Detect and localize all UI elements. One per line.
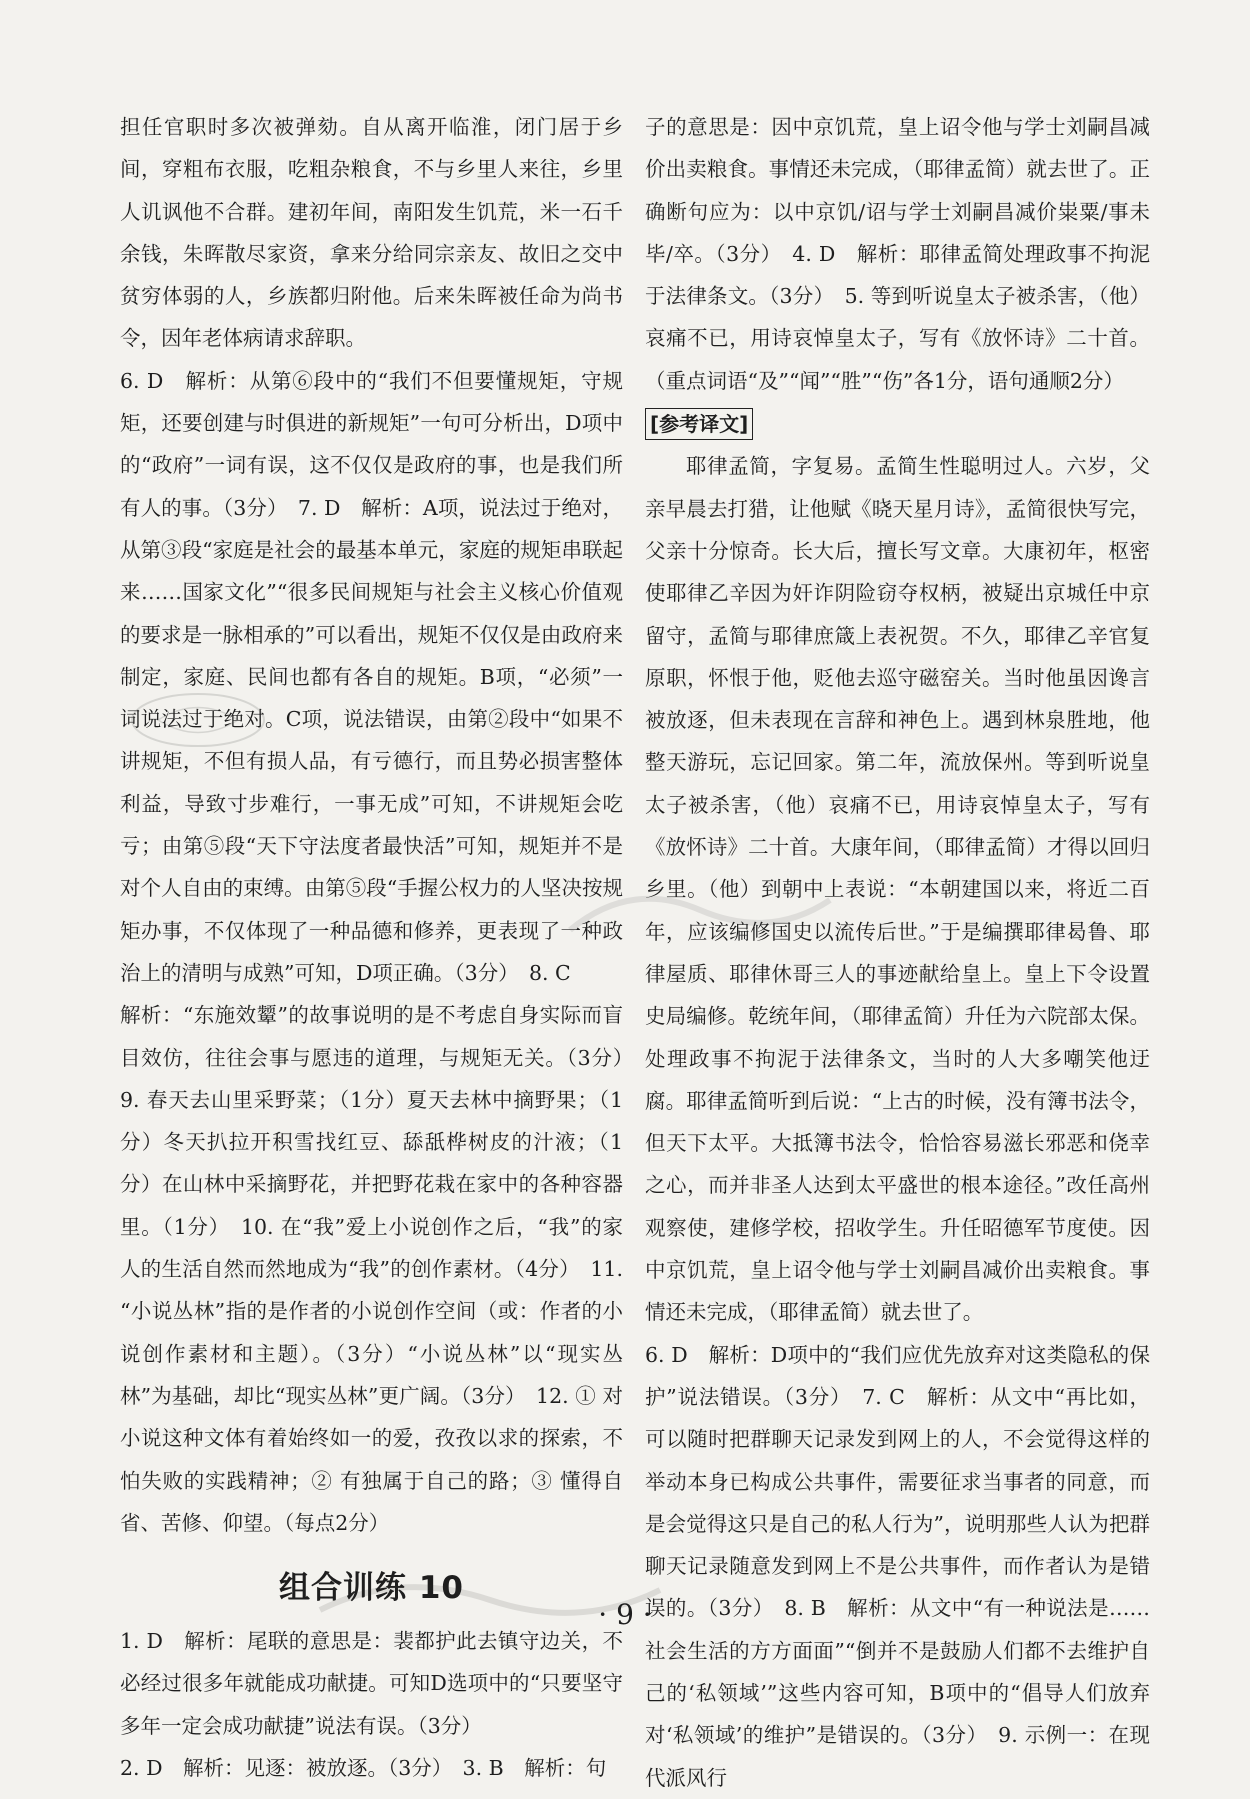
reference-translation-label: [参考译文] [645, 408, 753, 440]
left-answer-1: 1. D 解析：尾联的意思是：裴都护此去镇守边关，不必经过很多年就能成功献捷。可知D选项中的“只要坚守多年一定会成功献捷”说法有误。（3分） [120, 1629, 623, 1738]
watermark-icon [560, 870, 840, 950]
right-answers: 6. D 解析：D项中的“我们应优先放弃对这类隐私的保护”说法错误。（3分） 7. C 解析：从文中“再比如，可以随时把群聊天记录发到网上的人，不会觉得这样的举动本身已构成公共事件，需要征求当事者的同意，而是会觉得这只是自己的私人行为”，说明那些人认为把群聊天记录随意发到网上不是公共事件，而作者认为是错误的。（3分） 8. B 解析：从文中“有一种说法是……社会生活的方方面面”“倒并不是鼓励人们都不去维护自己的‘私领域’”这些内容可知，B项中的“倡导人们放弃对‘私领域’的维护”是错误的。（3分） 9. 示例一：在现代派风行 [645, 1342, 1150, 1790]
left-paragraph-2: 6. D 解析：从第⑥段中的“我们不但要懂规矩，守规矩，还要创建与时俱进的新规矩”一句可分析出，D项中的“政府”一词有误，这不仅仅是政府的事，也是我们所有人的事。（3分） 7. D 解析：A项，说法过于绝对，从第③段“家庭是社会的最基本单元，家庭的规矩串联起来……国家文化”“很多民间规矩与社会主义核心价值观的要求是一脉相承的”可以看出，规矩不仅仅是由政府来制定，家庭、民间也都有各自的规矩。B项，“必须”一词说法过于绝对。C项，说法错误，由第②段中“如果不讲规矩，不但有损人品，有亏德行，而且势必损害整体利益，导致寸步难行，一事无成”可知，不讲规矩会吃亏；由第⑤段“天下守法度者最快活”可知，规矩并不是对个人自由的束缚。由第⑤段“手握公权力的人坚决按规矩办事，不仅体现了一种品德和修养，更表现了一种政治上的清明与成熟”可知，D项正确。（3分） 8. C [120, 368, 623, 985]
section-title: 组合训练 10 [279, 1570, 464, 1607]
right-column [645, 106, 1150, 1799]
stamp-logo-icon [128, 690, 268, 750]
left-paragraph-3: 解析：“东施效颦”的故事说明的是不考虑自身实际而盲目效仿，往往会事与愿违的道理，与规矩无关。（3分） 9. 春天去山里采野菜；（1分）夏天去林中摘野果；（1分）冬天扒拉开积雪找红豆、舔舐桦树皮的汁液；（1分）在山林中采摘野花，并把野花栽在家中的各种容器里。（1分） 10. 在“我”爱上小说创作之后，“我”的家人的生活自然而然地成为“我”的创作素材。（4分） 11. “小说丛林”指的是作者的小说创作空间（或：作者的小说创作素材和主题）。（3分）“小说丛林”以“现实丛林”为基础，却比“现实丛林”更广阔。（3分） 12. ① 对小说这种文体有着始终如一的爱，孜孜以求的探索，不怕失败的实践精神；② 有独属于自己的路；③ 懂得自省、苦修、仰望。（每点2分） [120, 1003, 644, 1535]
left-answer-2: 2. D 解析：见逐：被放逐。（3分） 3. B 解析：句 [120, 1755, 607, 1780]
right-paragraph-1: 子的意思是：因中京饥荒，皇上诏令他与学士刘嗣昌减价出卖粮食。事情还未完成，（耶律孟简）就去世了。正确断句应为：以中京饥/诏与学士刘嗣昌减价粜粟/事未毕/卒。（3分） 4. D 解析：耶律孟简处理政事不拘泥于法律条文。（3分） 5. 等到听说皇太子被杀害，（他）哀痛不已，用诗哀悼皇太子，写有《放怀诗》二十首。（重点词语“及”“闻”“胜”“伤”各1分，语句通顺2分） [645, 115, 1150, 393]
left-column [120, 106, 644, 1789]
page-number: · 9 · [598, 1598, 652, 1631]
reference-translation: 耶律孟简，字复易。孟简生性聪明过人。六岁，父亲早晨去打猎，让他赋《晓天星月诗》，孟简很快写完，父亲十分惊奇。长大后，擅长写文章。大康初年，枢密使耶律乙辛因为奸诈阴险窃夺权柄，被疑出京城任中京留守，孟简与耶律庶箴上表祝贺。不久，耶律乙辛官复原职，怀恨于他，贬他去巡守磁窑关。当时他虽因谗言被放逐，但未表现在言辞和神色上。遇到林泉胜地，他整天游玩，忘记回家。第二年，流放保州。等到听说皇太子被杀害，（他）哀痛不已，用诗哀悼皇太子，写有《放怀诗》二十首。大康年间，（耶律孟简）才得以回归乡里。（他）到朝中上表说：“本朝建国以来，将近二百年，应该编修国史以流传后世。”于是编撰耶律曷鲁、耶律屋质、耶律休哥三人的事迹献给皇上。皇上下令设置史局编修。乾统年间，（耶律孟简）升任为六院部太保。处理政事不拘泥于法律条文，当时的人大多嘲笑他迂腐。耶律孟简听到后说：“上古的时候，没有簿书法令，但天下太平。大抵簿书法令，恰恰容易滋长邪恶和侥幸之心，而并非圣人达到太平盛世的根本途径。”改任高州观察使，建修学校，招收学生。升任昭德军节度使。因中京饥荒，皇上诏令他与学士刘嗣昌减价出卖粮食。事情还未完成，（耶律孟简）就去世了。 [645, 454, 1150, 1325]
left-paragraph-1: 担任官职时多次被弹劾。自从离开临淮，闭门居于乡间，穿粗布衣服，吃粗杂粮食，不与乡里人来往，乡里人讥讽他不合群。建初年间，南阳发生饥荒，米一石千余钱，朱晖散尽家资，拿来分给同宗亲友、故旧之交中贫穷体弱的人，乡族都归附他。后来朱晖被任命为尚书令，因年老体病请求辞职。 [120, 115, 623, 351]
